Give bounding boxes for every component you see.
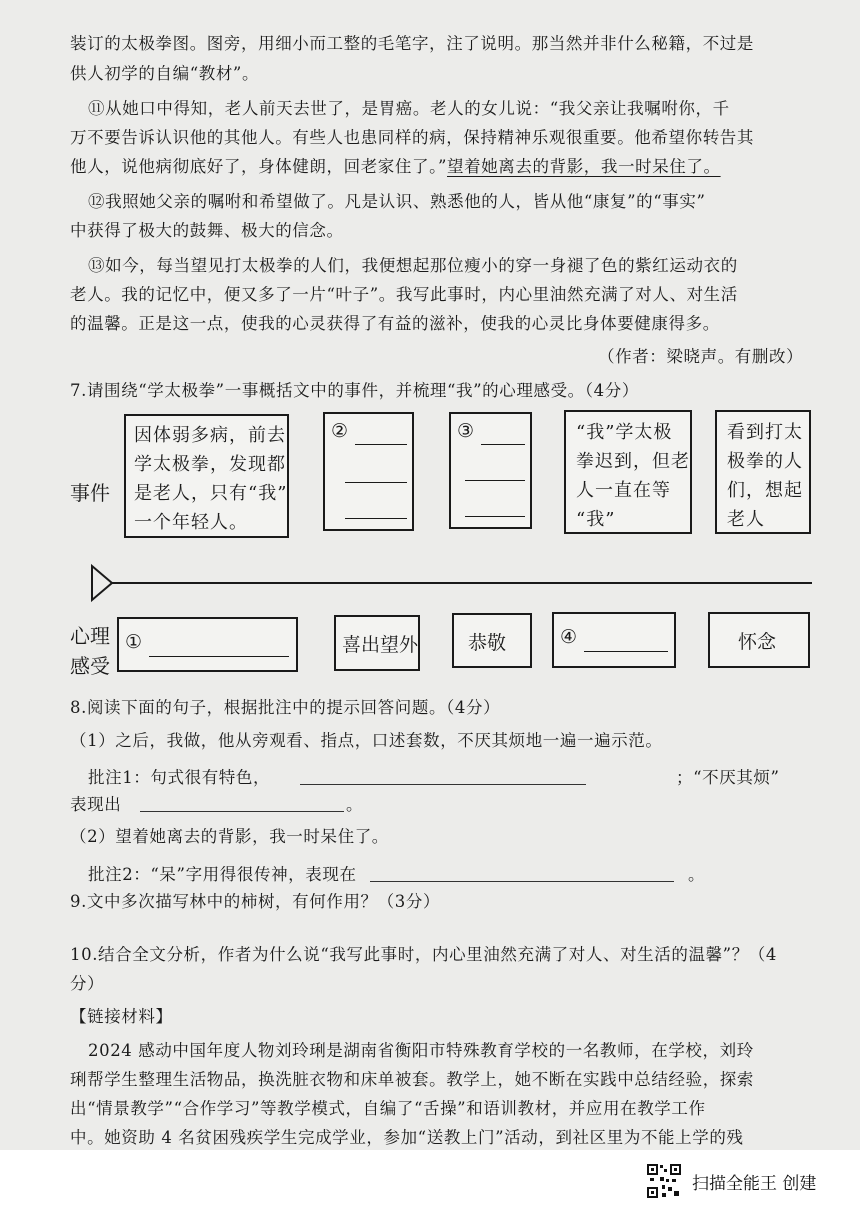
passage-paragraph-11: ⑪从她口中得知，老人前天去世了，是胃癌。老人的女儿说：“我父亲让我嘱咐你，千 <box>88 99 730 118</box>
passage-line: 供人初学的自编“教材”。 <box>70 64 260 83</box>
row-label-feel: 心理 <box>70 624 110 648</box>
circled-number: ③ <box>457 420 475 442</box>
answer-blank[interactable] <box>481 444 525 445</box>
answer-blank[interactable] <box>149 656 289 657</box>
timeline-arrow-icon <box>88 562 818 604</box>
link-material-line: 琍帮学生整理生活物品，换洗脏衣物和床单被套。教学上，她不断在实践中总结经验，探索 <box>70 1070 754 1089</box>
scanner-credit: 扫描全能王 创建 <box>692 1174 817 1194</box>
event-text: 人一直在等 <box>576 480 671 501</box>
circled-number: ④ <box>560 626 578 648</box>
passage-line <box>70 153 721 177</box>
event-text: 一个年轻人。 <box>134 512 248 533</box>
feeling-text: 喜出望外 <box>342 634 419 656</box>
passage-text: 他人，说他病彻底好了，身体健朗，回老家住了。” <box>70 157 447 176</box>
author-credit: （作者：梁晓声。有删改） <box>598 347 804 366</box>
circled-number: ② <box>331 420 349 442</box>
link-material-line: 出“情景教学”“合作学习”等教学模式，自编了“舌操”和语训教材，并应用在教学工作 <box>70 1099 706 1118</box>
question-8-sentence-1: （1）之后，我做，他从旁观看、指点，口述套数，不厌其烦地一遍一遍示范。 <box>70 731 663 750</box>
underlined-sentence: 望着她离去的背影，我一时呆住了。 <box>447 157 721 176</box>
row-label-event: 事件 <box>70 481 110 505</box>
answer-blank[interactable] <box>300 784 586 785</box>
answer-blank[interactable] <box>345 518 407 519</box>
event-text: 老人 <box>727 509 765 530</box>
passage-line: 装订的太极拳图。图旁，用细小而工整的毛笔字，注了说明。那当然并非什么秘籍，不过是 <box>70 34 754 53</box>
feeling-box-1[interactable] <box>117 617 298 672</box>
event-text: 极拳的人 <box>727 451 803 472</box>
feeling-box-5 <box>708 612 810 668</box>
period: 。 <box>688 865 706 884</box>
answer-blank[interactable] <box>140 811 344 812</box>
feeling-text: 怀念 <box>738 631 777 653</box>
event-box-5 <box>715 410 811 534</box>
row-label-feel: 感受 <box>70 654 110 678</box>
question-7: 7.请围绕“学太极拳”一事概括文中的事件，并梳理“我”的心理感受。（4分） <box>70 381 639 400</box>
answer-blank[interactable] <box>345 482 407 483</box>
feeling-text: 恭敬 <box>468 632 507 654</box>
annotation-2: 批注2：“呆”字用得很传神，表现在 <box>88 865 357 884</box>
question-9: 9.文中多次描写林中的柿树，有何作用？（3分） <box>70 892 441 911</box>
question-8-sentence-2: （2）望着她离去的背影，我一时呆住了。 <box>70 827 389 846</box>
event-text: 看到打太 <box>727 422 803 443</box>
answer-blank[interactable] <box>584 651 668 652</box>
passage-line: 的温馨。正是这一点，使我的心灵获得了有益的滋补，使我的心灵比身体要健康得多。 <box>70 314 720 333</box>
event-box-2[interactable] <box>323 412 414 531</box>
qr-code-icon <box>646 1163 682 1199</box>
answer-blank[interactable] <box>465 480 525 481</box>
event-box-1 <box>124 414 289 538</box>
answer-blank[interactable] <box>355 444 407 445</box>
event-text: 是老人，只有“我” <box>134 483 288 504</box>
event-box-3[interactable] <box>449 412 532 529</box>
event-text: “我”学太极 <box>576 422 673 443</box>
link-material-line: 中。她资助 4 名贫困残疾学生完成学业，参加“送教上门”活动，到社区里为不能上学的残 <box>70 1128 744 1147</box>
event-text: “我” <box>576 509 616 530</box>
passage-line: 万不要告诉认识他的其他人。有些人也患同样的病，保持精神乐观很重要。他希望你转告其 <box>70 128 754 147</box>
question-8: 8.阅读下面的句子，根据批注中的提示回答问题。（4分） <box>70 698 501 717</box>
event-box-4 <box>564 410 692 534</box>
feeling-box-3 <box>452 613 532 668</box>
link-material-line: 2024 感动中国年度人物刘玲琍是湖南省衡阳市特殊教育学校的一名教师，在学校，刘玲 <box>88 1041 754 1060</box>
question-10-cont: 分） <box>70 974 105 993</box>
passage-paragraph-13: ⑬如今，每当望见打太极拳的人们，我便想起那位瘦小的穿一身褪了色的紫红运动衣的 <box>88 256 738 275</box>
passage-paragraph-12: ⑫我照她父亲的嘱咐和希望做了。凡是认识、熟悉他的人，皆从他“康复”的“事实” <box>88 192 706 211</box>
passage-line: 老人。我的记忆中，便又多了一片“叶子”。我写此事时，内心里油然充满了对人、对生活 <box>70 285 738 304</box>
link-material-heading: 【链接材料】 <box>70 1007 173 1026</box>
question-10: 10.结合全文分析，作者为什么说“我写此事时，内心里油然充满了对人、对生活的温馨”？（4 <box>70 945 778 964</box>
event-text: 们，想起 <box>727 480 803 501</box>
annotation-1-cont: ；“不厌其烦” <box>676 768 780 787</box>
answer-blank[interactable] <box>465 516 525 517</box>
feeling-box-4[interactable] <box>552 612 676 668</box>
passage-line: 中获得了极大的鼓舞、极大的信念。 <box>70 221 344 240</box>
event-text: 拳迟到，但老 <box>576 451 690 472</box>
annotation-1-cont: 表现出 <box>70 795 122 814</box>
answer-blank[interactable] <box>370 881 674 882</box>
event-text: 因体弱多病，前去 <box>134 425 286 446</box>
annotation-1: 批注1：句式很有特色， <box>88 768 271 787</box>
circled-number: ① <box>125 631 143 653</box>
period: 。 <box>346 795 364 814</box>
feeling-box-2 <box>334 615 420 671</box>
event-text: 学太极拳，发现都 <box>134 454 286 475</box>
